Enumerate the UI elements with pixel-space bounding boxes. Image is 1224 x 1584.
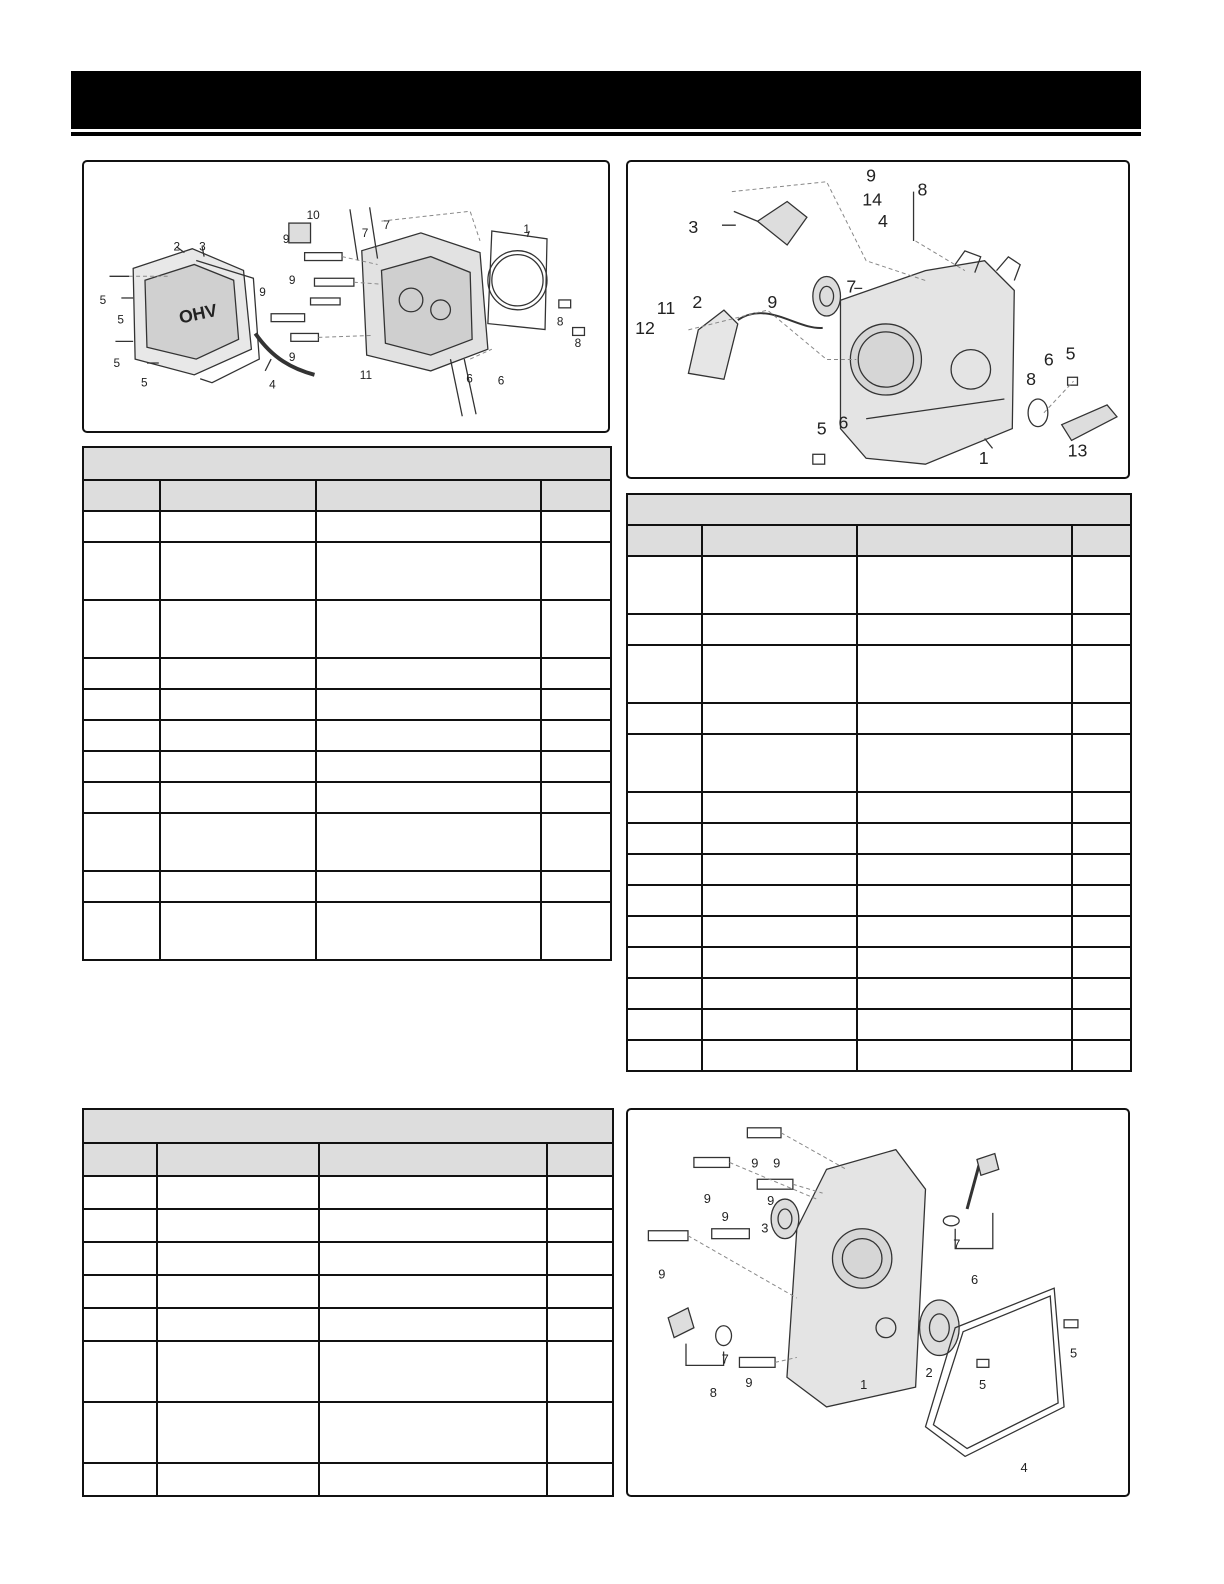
crankcase-illustration (628, 162, 1128, 477)
table-row (83, 689, 611, 720)
callout-label: 14 (862, 189, 882, 210)
callout-label: 6 (497, 373, 505, 388)
callout-label: 5 (1070, 1345, 1078, 1361)
crankcase-cover-parts-table (82, 1108, 614, 1497)
callout-label: 2 (173, 239, 181, 254)
callout-label: 9 (259, 285, 266, 300)
callout-label: 9 (282, 231, 290, 246)
valve-cover-text: OHV (177, 299, 219, 328)
cylinder-head-parts-table (82, 446, 612, 961)
callout-label: 9 (866, 165, 877, 186)
callout-label: 11 (359, 367, 373, 382)
table-header-row (627, 525, 1131, 556)
callout-label: 8 (574, 336, 582, 351)
callout-label: 11 (656, 298, 676, 319)
table-row (627, 1040, 1131, 1071)
callout-label: 9 (767, 1193, 775, 1209)
callout-label: 9 (721, 1208, 729, 1224)
table-row (627, 703, 1131, 734)
callout-label: 8 (709, 1385, 717, 1401)
table-row (627, 916, 1131, 947)
callout-label: 5 (1065, 343, 1076, 364)
cylinder-head-diagram (82, 160, 610, 433)
header-underline (71, 132, 1141, 136)
callout-label: 13 (1067, 440, 1088, 461)
callout-label: 6 (838, 412, 849, 433)
table-row (83, 902, 611, 960)
crankcase-diagram (626, 160, 1130, 479)
callout-label: 4 (269, 377, 276, 392)
callout-label: 5 (117, 312, 124, 327)
table-row (83, 1242, 613, 1275)
callout-label: 2 (925, 1365, 933, 1381)
table-row (83, 871, 611, 902)
table-row (83, 1308, 613, 1341)
callout-label: 9 (703, 1191, 711, 1207)
section-header-bar (71, 71, 1141, 129)
table-title-row (83, 447, 611, 480)
table-row (83, 1341, 613, 1402)
table-row (83, 542, 611, 600)
callout-label: 9 (751, 1155, 759, 1171)
table-row (83, 1209, 613, 1242)
table-row (627, 734, 1131, 792)
table-row (627, 978, 1131, 1009)
table-header-row (83, 1143, 613, 1176)
table-row (627, 1009, 1131, 1040)
table-row (627, 556, 1131, 614)
table-row (627, 645, 1131, 703)
callout-label: 9 (773, 1155, 781, 1171)
callout-label: 3 (199, 239, 206, 254)
callout-label: 9 (658, 1266, 666, 1282)
callout-label: 3 (761, 1220, 769, 1236)
callout-label: 9 (767, 292, 778, 313)
table-row (83, 1463, 613, 1496)
table-title-row (627, 494, 1131, 525)
table-header-row (83, 480, 611, 511)
table-row (627, 947, 1131, 978)
table-row (83, 782, 611, 813)
table-title-row (83, 1109, 613, 1143)
callout-label: 5 (141, 375, 148, 390)
crankcase-cover-illustration (628, 1110, 1128, 1495)
callout-label: 7 (846, 276, 857, 297)
table-row (627, 854, 1131, 885)
cylinder-head-illustration (84, 162, 608, 431)
table-row (627, 885, 1131, 916)
callout-label: 9 (288, 350, 296, 365)
crankcase-cover-diagram (626, 1108, 1130, 1497)
callout-label: 7 (383, 218, 391, 233)
table-row (83, 1176, 613, 1209)
table-row (627, 823, 1131, 854)
table-row (83, 813, 611, 871)
callout-label: 8 (1026, 369, 1037, 390)
table-row (83, 1402, 613, 1463)
callout-label: 1 (978, 448, 989, 469)
callout-label: 5 (113, 355, 121, 370)
callout-label: 1 (860, 1377, 868, 1393)
callout-label: 7 (361, 225, 369, 240)
callout-label: 5 (816, 418, 827, 439)
callout-label: 12 (635, 317, 655, 338)
table-row (627, 614, 1131, 645)
callout-label: 9 (288, 273, 296, 288)
table-row (83, 751, 611, 782)
callout-label: 4 (878, 211, 888, 232)
callout-label: 5 (99, 292, 107, 307)
callout-label: 1 (523, 221, 530, 236)
callout-label: 4 (1020, 1460, 1028, 1476)
callout-label: 6 (971, 1272, 979, 1288)
callout-label: 2 (692, 292, 703, 313)
table-row (83, 720, 611, 751)
callout-label: 6 (1043, 349, 1054, 370)
crankcase-parts-table (626, 493, 1132, 1072)
callout-label: 10 (306, 208, 320, 223)
callout-label: 5 (978, 1377, 987, 1393)
callout-label: 7 (953, 1236, 961, 1252)
callout-label: 8 (556, 314, 564, 329)
callout-label: 3 (688, 217, 699, 238)
callout-label: 8 (917, 179, 928, 200)
table-row (83, 511, 611, 542)
table-row (627, 792, 1131, 823)
callout-label: 6 (466, 371, 473, 386)
table-row (83, 600, 611, 658)
table-row (83, 658, 611, 689)
callout-label: 7 (721, 1351, 729, 1367)
callout-label: 9 (745, 1375, 753, 1391)
table-row (83, 1275, 613, 1308)
